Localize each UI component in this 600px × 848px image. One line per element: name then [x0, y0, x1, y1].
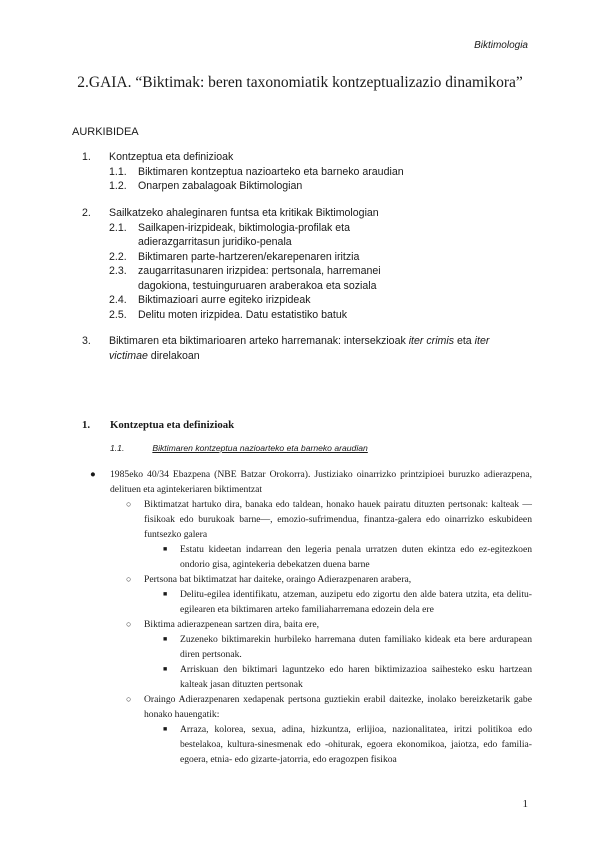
- toc-subitem: [72, 221, 532, 250]
- list-item-text: 1985eko 40/34 Ebazpena (NBE Batzar Orokorra). Justiziako oinarrizko printzipioei buruzko adierazpena, delituen eta agintekeriaren biktimentzat: [110, 469, 532, 495]
- subsection-number: 1.1.: [110, 443, 125, 453]
- page-number: 1: [522, 798, 528, 810]
- list-item-text: Zuzeneko biktimarekin hurbileko harremana duten familiako kideak eta bere ardurapean diren pertsonak.: [180, 634, 532, 660]
- toc-item-text: Kontzeptua eta definizioak: [109, 151, 234, 163]
- list-item-text: Biktimatzat hartuko dira, banaka edo taldean, honako hauek pairatu dituzten pertsonak: kalteak —fisikoak edo burukoak barne—, emozio-sufrimendua, finantza-galera edo oinarrizko eskubideen funtsezko galera: [144, 499, 532, 540]
- toc-subitem-number: 2.3.: [109, 265, 127, 277]
- toc-item-text-part: eta: [454, 335, 475, 347]
- toc-item-number: 2.: [82, 207, 91, 219]
- toc-subitem: [72, 308, 532, 323]
- list-item: [163, 587, 532, 617]
- list-item-text: Oraingo Adierazpenaren xedapenak pertsona guztiekin erabil daitezke, inolako bereizketarik gabe honako hauengatik:: [144, 694, 532, 720]
- square-marker: ■: [163, 725, 168, 733]
- toc-subitem-text: zaugarritasunaren irizpidea: pertsonala, harremanei dagokiona, testuinguruaren araberakoa eta soziala: [138, 265, 381, 292]
- toc-subitem-number: 2.5.: [109, 308, 127, 321]
- list-item: [90, 467, 532, 497]
- list-item: [126, 572, 532, 587]
- list-item-text: Delitu-egilea identifikatu, atzeman, auzipetu edo zigortu den alde batera utzita, eta delitu-egilearen eta biktimaren arteko familiaharremana edozein dela ere: [180, 589, 532, 615]
- subsection-title: Biktimaren kontzeptua nazioarteko eta barneko araudian: [152, 443, 368, 453]
- toc-group-3: [72, 334, 532, 363]
- running-header: Biktimologia: [474, 40, 528, 51]
- toc-item-text-italic: iter crimis: [408, 335, 455, 347]
- circle-marker: ○: [126, 619, 132, 629]
- circle-marker: ○: [126, 574, 132, 584]
- list-item: [163, 542, 532, 572]
- toc-subitem-number: 1.1.: [109, 165, 127, 178]
- toc-subitem: [72, 293, 532, 308]
- toc-item-text-part: Biktimaren eta biktimarioaren arteko harremanak: intersekzioak: [109, 335, 409, 347]
- list-item: [126, 497, 532, 542]
- square-marker: ■: [163, 545, 168, 553]
- toc-item: [72, 334, 532, 363]
- section-number: 1.: [82, 419, 91, 431]
- toc-subitem-text: Onarpen zabalagoak Biktimologian: [138, 180, 303, 192]
- list-item-text: Arraza, kolorea, sexua, adina, hizkuntza, erlijioa, nazionalitatea, iritzi politikoa edo bestelakoa, kultura-sinesmenak edo -ohiturak, egoera ekonomikoa, jaiotza, edo familia-egoera, etnia- edo gizarte-jatorria, edo eragozpen fisikoa: [180, 724, 532, 765]
- circle-marker: ○: [126, 694, 132, 704]
- toc-subitem-number: 2.4.: [109, 294, 127, 306]
- circle-marker: ○: [126, 499, 132, 509]
- square-marker: ■: [163, 635, 168, 643]
- list-item-text: Biktima adierazpenean sartzen dira, baita ere,: [144, 619, 319, 630]
- toc-subitem-number: 2.1.: [109, 221, 127, 234]
- toc-item-text-italic: iter victimae: [109, 335, 490, 362]
- toc-item: [72, 150, 532, 165]
- toc-item-text-part: direlakoan: [147, 349, 200, 362]
- toc-heading: AURKIBIDEA: [72, 126, 139, 138]
- section-body: [72, 467, 532, 767]
- toc-item-text: [109, 334, 519, 363]
- list-item: [163, 722, 532, 767]
- toc-item-number: 3.: [82, 335, 91, 347]
- toc-subitem-text: Delitu moten irizpidea. Datu estatistiko batuk: [138, 308, 348, 321]
- toc-subitem-text: Biktimazioari aurre egiteko irizpideak: [138, 294, 311, 306]
- bullet-marker: ●: [90, 469, 96, 480]
- toc-subitem-number: 1.2.: [109, 180, 127, 192]
- toc-subitem-text: Biktimaren parte-hartzeren/ekarepenaren iritzia: [138, 250, 360, 263]
- square-marker: ■: [163, 590, 168, 598]
- section-title: Kontzeptua eta definizioak: [110, 419, 235, 431]
- toc-subitem: [72, 250, 532, 265]
- toc-subitem-number: 2.2.: [109, 250, 127, 263]
- list-item: [126, 617, 532, 632]
- list-item-text: Arriskuan den biktimari laguntzeko edo haren biktimizazioa saihesteko esku hartzean kalteak jasan dituzten pertsonak: [180, 664, 532, 690]
- chapter-title: 2.GAIA. “Biktimak: beren taxonomiatik kontzeptualizazio dinamikora”: [77, 74, 523, 91]
- list-item-text: Pertsona bat biktimatzat har daiteke, oraingo Adierazpenaren arabera,: [144, 574, 412, 585]
- toc-item-text: Sailkatzeko ahaleginaren funtsa eta kritikak Biktimologian: [109, 207, 379, 219]
- toc-item: [72, 206, 532, 221]
- toc-group-2: [72, 206, 532, 322]
- square-marker: ■: [163, 665, 168, 673]
- list-item: [126, 692, 532, 722]
- list-item-text: Estatu kideetan indarrean den legeria penala urratzen duten ekintza edo ez-egitezkoen ondorio gisa, agintekeria debekatzen duena barne: [180, 544, 532, 570]
- toc-subitem: [72, 179, 532, 194]
- subsection-heading: [110, 443, 368, 453]
- toc-item-number: 1.: [82, 151, 91, 163]
- toc-group-1: [72, 150, 532, 194]
- toc-subitem: [72, 165, 532, 180]
- list-item: [163, 662, 532, 692]
- list-item: [163, 632, 532, 662]
- toc-subitem: [72, 264, 532, 293]
- toc-subitem-text: Biktimaren kontzeptua nazioarteko eta barneko araudian: [138, 165, 404, 178]
- toc-subitem-text: Sailkapen-irizpideak, biktimologia-profilak eta adierazgarritasun juridiko-penala: [138, 221, 350, 248]
